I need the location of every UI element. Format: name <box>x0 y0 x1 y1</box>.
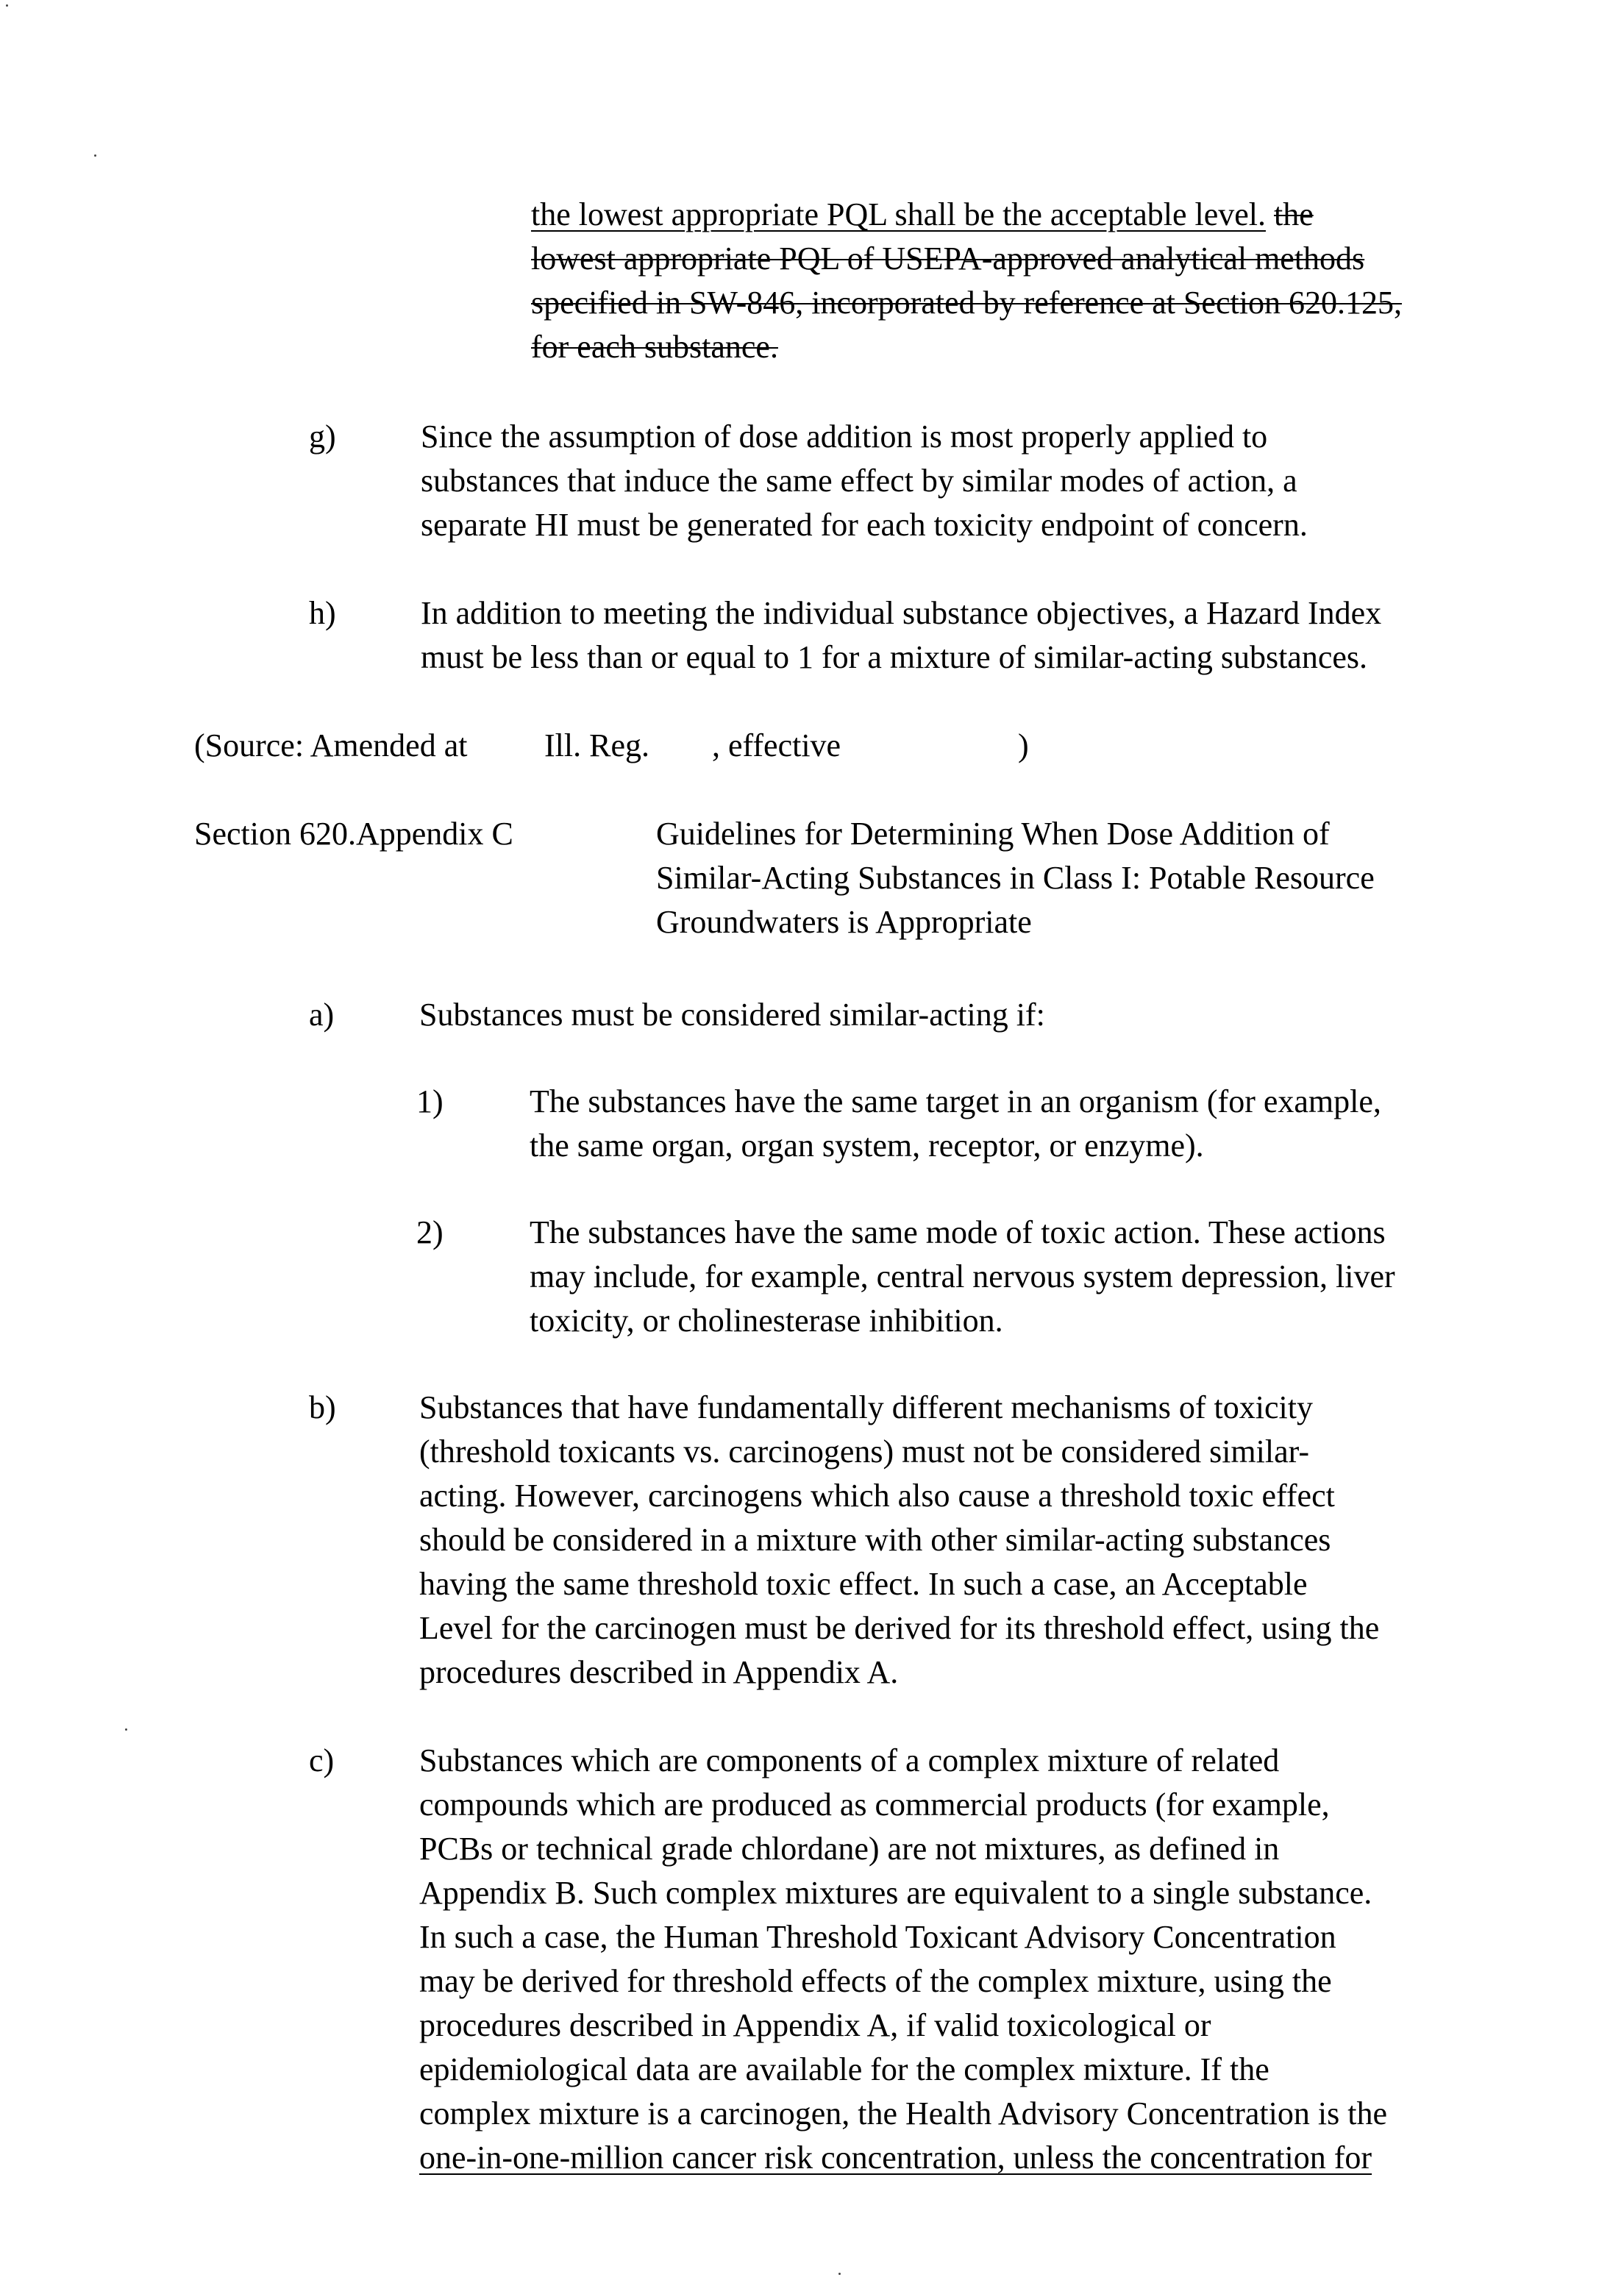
inserted-text: the lowest appropriate PQL shall be the acceptable level. <box>531 196 1266 232</box>
deleted-text: for each substance. <box>531 329 778 365</box>
item-label-a: a) <box>309 997 335 1033</box>
item-label-c: c) <box>309 1742 335 1778</box>
section-number: Section 620.Appendix C <box>194 816 513 852</box>
item-label-g: g) <box>309 419 336 455</box>
subitem-label-1: 1) <box>416 1083 444 1119</box>
item-label-h: h) <box>309 595 336 631</box>
scan-speck <box>94 154 96 157</box>
scan-speck <box>838 2273 841 2275</box>
deleted-text: lowest appropriate PQL of USEPA-approved analytical methods <box>531 241 1365 277</box>
item-a-text: Substances must be considered similar-acting if: <box>419 997 1045 1033</box>
item-label-b: b) <box>309 1389 336 1425</box>
subitem-label-2: 2) <box>416 1214 444 1250</box>
inserted-text: one-in-one-million cancer risk concentration, unless the concentration for <box>419 2140 1372 2176</box>
scan-speck <box>125 1728 127 1731</box>
deleted-text: specified in SW-846, incorporated by reference at Section 620.125, <box>531 285 1402 321</box>
scan-speck <box>6 4 8 7</box>
deleted-text: the <box>1273 196 1314 232</box>
